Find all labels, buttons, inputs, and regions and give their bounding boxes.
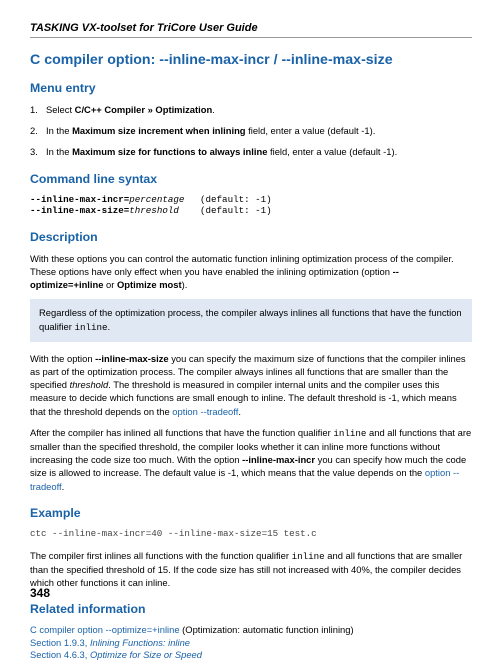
note-text: Regardless of the optimization process, the compiler always inlines all functions that have the function qualifier inline. (39, 307, 462, 333)
step-number: 1. (30, 104, 38, 115)
menu-entry-steps (30, 103, 472, 159)
step-text: Select C/C++ Compiler » Optimization. (46, 104, 215, 115)
related-links (30, 624, 472, 661)
example-heading: Example (30, 505, 81, 520)
tradeoff-option-link[interactable]: option --tradeoff (30, 467, 460, 492)
step-number: 3. (30, 146, 38, 158)
tradeoff-option-link[interactable]: option --tradeoff (172, 405, 239, 417)
optimize-inline-link[interactable]: C compiler option --optimize=+inline (30, 624, 180, 636)
document-page (30, 22, 472, 662)
description-paragraph: After the compiler has inlined all functions that have the function qualifier inline and all functions that are smaller than the specified threshold, the compiler looks whether it can inline more functions without increasing the code size too much. With the option --inline-max-incr you can specify how much the code size is allowed to increase. The default value is -1, which means that the value depends on the option --tradeoff. (30, 426, 472, 492)
page-title: C compiler option: --inline-max-incr / --inline-max-size (30, 52, 393, 68)
menu-step (30, 103, 472, 116)
step-text: In the Maximum size for functions to always inline field, enter a value (default -1). (46, 146, 398, 158)
section-link[interactable]: Section 4.6.3, Optimize for Size or Speed (30, 649, 202, 661)
page-number: 348 (30, 586, 51, 600)
related-item (30, 637, 472, 649)
section-link[interactable]: Section 1.9.3, Inlining Functions: inline (30, 636, 190, 648)
description-paragraph: With these options you can control the automatic function inlining optimization process of the compiler. These options have only effect when you have enabled the inlining optimization (option --optimize=+inline or Optimize most). (30, 252, 454, 291)
running-header: TASKING VX-toolset for TriCore User Guide (30, 22, 472, 38)
syntax-line: --inline-max-incr=percentage (default: -1) (30, 193, 272, 205)
related-heading: Related information (30, 602, 146, 617)
step-text: In the Maximum size increment when inlining field, enter a value (default -1). (46, 125, 376, 137)
syntax-line: --inline-max-size=threshold (default: -1) (30, 205, 272, 217)
command-line-heading: Command line syntax (30, 171, 158, 186)
description-heading: Description (30, 229, 98, 244)
note-box (30, 299, 472, 341)
step-number: 2. (30, 125, 38, 137)
command-line-syntax (30, 194, 472, 217)
menu-step (30, 124, 472, 137)
menu-entry-heading: Menu entry (30, 81, 96, 95)
related-item: C compiler option --optimize=+inline (Optimization: automatic function inlining) (30, 624, 354, 636)
description-paragraph: With the option --inline-max-size you can specify the maximum size of functions that the compiler inlines as part of the optimization process. The compiler always inlines all functions that are smaller than the specified threshold. The threshold is measured in compiler internal units and the compiler uses this measure to decide which functions are small enough to inline. The default threshold is -1, which means that the threshold depends on the option --tradeoff. (30, 352, 466, 417)
example-paragraph: The compiler first inlines all functions with the function qualifier inline and all functions that are smaller than the specified threshold of 15. If the code size has still not increased with 40%, the compiler decides which other functions it can inline. (30, 549, 463, 589)
example-code: ctc --inline-max-incr=40 --inline-max-size=15 test.c (30, 527, 317, 539)
related-item (30, 649, 472, 661)
menu-step (30, 145, 472, 158)
